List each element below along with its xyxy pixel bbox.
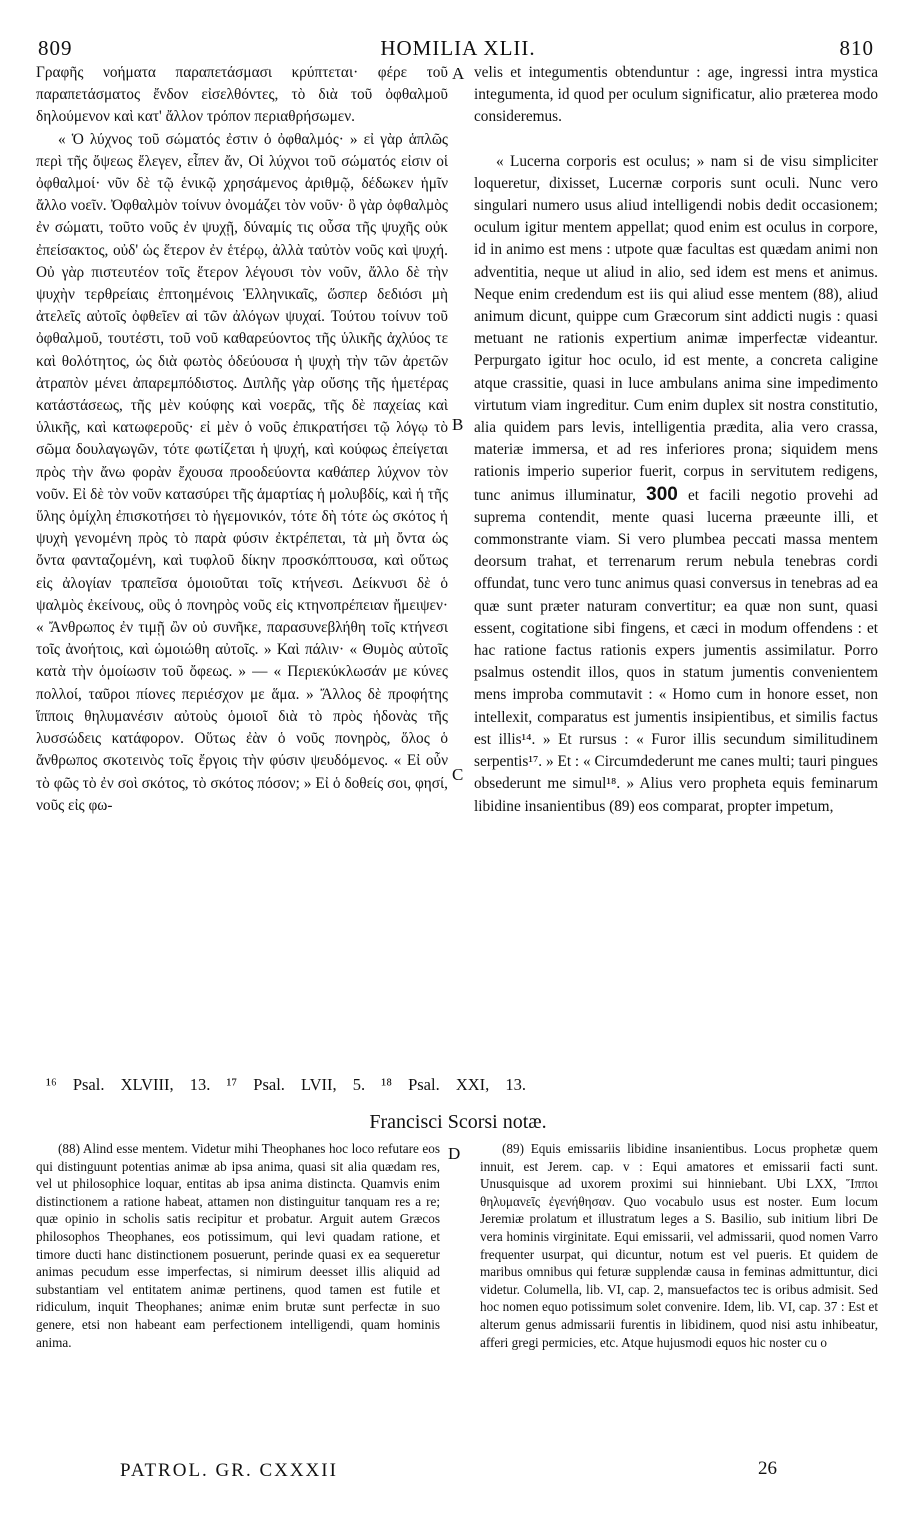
latin-text: « Lucerna corporis est oculus; » nam si de visu simpliciter loqueretur, dixisset, Lucernæ corporis sunt oculi. Nunc vero singulari numero usus aliud intelligendi nobis dedit occasionem; oculum igitur mentem appellat; quod enim est oculus in corpore, id in animo est mens : utpote quæ facultas est quædam animi non adventitia, neque ut aliud in alio, sed idem est mens et animus. Neque enim credendum est iis qui aliud esse mentem (88), aliud animum dicunt, quippe cum Græcorum sint addicti nugis : quasi metuant ne rationis expertium animæ imperfectæ videantur. Perpurgato igitur hoc oculo, id est mente, a concreta caligine atque crassitie, quasi in luce ambulans anima sine impedimento virtutum viam ingreditur. Cum enim duplex sit nostra constitutio, alia quidem pars levis, intelligentia prædita, alia vero crassa, materiæ immersa, et ad res inferiores prona; siquidem mens rationis imperio superior fuerit, corpus in servitutem redigens, tunc animus illuminatur, <box>474 152 878 504</box>
left-page-number: 809 <box>38 36 73 60</box>
latin-column <box>474 62 878 818</box>
margin-marker-d: D <box>448 1144 461 1163</box>
running-title: HOMILIA XLII. <box>380 36 536 60</box>
latin-text: et facili negotio provehi ad suprema contendit, mente quasi lucerna præeunte illi, et commonstrante viam. Si vero plumbea peccati massa mentem deorsum trahat, et terrenarum rerum nebula tenebras cordi offundat, tunc vero tunc animus quasi conversus in tenebras ad ea quæ sunt præter naturam convertitur; ea quæ non sunt, quasi essent, cogitatione sibi fingens, et cæci in modum offendens : et hac ratione factus rationis expers jumentis assimilatur. Porro psalmus ostendit illos, quos in statum jumentis convenientem mens improba commutavit : « Homo cum in honore esset, non intellexit, comparatus est jumentis insipientibus, et similis factus est illis¹⁴. » Et rursus : « Furor illis secundum similitudinem serpentis¹⁷. » Et : « Circumdederunt me canes multi; tauri pingues obsederunt me simul¹⁸. » Alius vero propheta equis feminarum libidine insanientibus (89) eos comparat, propter impetum, <box>474 486 879 815</box>
note-89 <box>480 1140 878 1351</box>
column-number: 300 <box>646 483 678 505</box>
note-text: (89) Equis emissariis libidine insanientibus. Locus prophetæ quem innuit, est Jerem. cap. v : Equi amatores et emissarii facti sunt. Unusquisque ad uxorem proximi sui hinniebant. Ubi LXX, Ἵπποι θηλυμανεῖς ἐγενήθησαν. Quo vocabulo usus est noster. Eum locum Jeremiæ prolatum et illustratum leges a S. Basilio, sub initium libri De vera hominis virginitate. Equi emissarii, vel admissarii, quod nomen Varro frequenter usurpat, qui dicuntur, notum est vel pueris. Et quidem de maribus omnibus qui feturæ supplendæ causa in feminas admittuntur, dici videtur. Columella, lib. VI, cap. 2, mansuefactos tec is oribus admisit. Sed hoc nomen equo potissimum solet convenire. Idem, lib. VI, cap. 37 : Est et alterum genus admissarii furentis in libidinem, quod nisi astu inhibeatur, afferi gregi permicies, etc. Atque hujusmodi equos hic noster cu o <box>480 1141 878 1350</box>
greek-paragraph: Γραφῆς νοήματα παραπετάσμασι κρύπτεται· φέρε τοῦ παραπετάσματος ἔνδον εἰσελθόντες, τὸ διὰ τοῦ ὀφθαλμοῦ δηλούμενον καὶ κατ' ἄλλον τρόπον περιαθρήσωμεν. <box>36 64 448 126</box>
footnote-references: ¹⁶ Psal. XLVIII, 13. ¹⁷ Psal. LVII, 5. ¹⁸ Psal. XXI, 13. <box>46 1075 527 1094</box>
footer-sheet-number: 26 <box>758 1458 777 1479</box>
latin-paragraph <box>474 151 878 818</box>
margin-marker-b: B <box>452 415 464 434</box>
notes-heading: Francisci Scorsi notæ. <box>369 1111 547 1133</box>
margin-marker-a: A <box>452 64 465 83</box>
note-88 <box>36 1140 440 1351</box>
greek-column <box>36 62 448 817</box>
latin-paragraph: velis et integumentis obtenduntur : age, ingressi intra mystica integumenta, id quod per oculum significatur, alio præterea modo consideremus. <box>474 64 878 126</box>
note-text: (88) Alind esse mentem. Videtur mihi Theophanes hoc loco refutare eos qui distinguunt potentias animæ ab ipsa anima, quasi sit alia quædam res, vel ut philosophice loquar, entitas ab ipsa anima distincta. Quamvis enim distinctionem a ratione habeat, attamen non distinguitur tanquam res a re; quæ opinio in scholis satis recipitur et probatur. Arguit autem Græcos philosophos Theophanes, eos potissimum, qui levi quadam ratione, et timore ducti hanc distinctionem posuerunt, perinde quasi ex ea sequeretur animas pecudum esse imperfectas, si nimirum deesset illis aliquid ad substantiam vel entitatem animæ pertinens, quod tamen est futile et ridiculum, inquit Theophanes; animæ enim brutæ sunt perfectæ in suo genere, etsi non habeant eam perfectionem intelligendi, quam hominis anima. <box>36 1141 440 1350</box>
greek-paragraph: « Ὁ λύχνος τοῦ σώματός ἐστιν ὁ ὀφθαλμός· » εἰ γὰρ ἁπλῶς περὶ τῆς ὄψεως ἔλεγεν, εἶπεν ἄν, Οἱ λύχνοι τοῦ σώματός εἰσιν οἱ ὀφθαλμοί· νῦν δὲ τῷ ἑνικῷ χρησάμενος ἀριθμῷ, δέδωκεν ἡμῖν ἄλλο νοεῖν. Ὀφθαλμὸν τοίνυν ὀνομάζει τὸν νοῦν· ὃ γὰρ ὀφθαλμὸς ἐν σώματι, τοῦτο νοῦς ἐν ψυχῇ, δύναμίς τις οὖσα τῆς ψυχῆς οὐκ ἐπείσακτος, οὐδ' ὡς ἕτερον ἐν ἑτέρῳ, ἀλλὰ ταὐτὸν νοῦς καὶ ψυχή. Οὐ γὰρ πιστευτέον τοῖς ἕτερον λέγουσι τὸν νοῦν, ἄλλο δὲ τὴν ψυχὴν τερθρείαις ἐπτοημένοις Ἑλληνικαῖς, ὥσπερ δεδιόσι μὴ ἀτελεῖς αὐτοῖς ὀφθεῖεν αἱ τῶν ἀλόγων ψυχαί. Τούτου τοίνυν τοῦ ὀφθαλμοῦ, τουτέστι, τοῦ νοῦ καθαρεύοντος τῆς ὑλικῆς ἀχλύος τε καὶ θολότητος, ὡς διὰ φωτὸς ὁδεύουσα ἡ ψυχὴ τὴν τῶν ἀρετῶν ἀτραπὸν μένει ἀπαρεμπόδιστος. Διπλῆς γὰρ οὔσης τῆς ἡμετέρας κατάστάσεως, τῆς μὲν κούφης καὶ νοερᾶς, τῆς δὲ παχείας καὶ ὑλικῆς, καὶ κατωφεροῦς· εἰ μὲν ὁ νοῦς ἐπικρατήσει τῷ λόγῳ τὸ σῶμα δουλαγωγῶν, τότε φωτίζεται ἡ ψυχή, καὶ κούφως ἐπείγεται πρὸς τὴν ἄνω φορὰν ἔχουσα προοδεύοντα καθάπερ λύχνον τὸν νοῦν. Εἰ δὲ τὸν νοῦν κατασύρει τῆς ἁμαρτίας ἡ μολυβδίς, καὶ ἡ τῆς ὕλης ὁμίχλη ἐπισκοτήσει τὸ ἡγεμονικόν, τότε δὴ τότε ὡς σκότος ἡ ψυχὴ γενομένη πρὸς τὸ παρὰ φύσιν ἐκτρέπεται, τὰ μὴ ὄντα ὡς ὄντα φανταζομένη, καὶ τυφλοῦ δίκην προσκόπτουσα, καὶ οὕτως εἰς ἀλογίαν τραπεῖσα ὁμοιοῦται τοῖς κτήνεσι. Δείκνυσι δὲ ὁ ψαλμὸς ἐκείνους, οὓς ὁ πονηρὸς νοῦς εἰς κτηνοπρέπειαν ἤμειψεν· « Ἄνθρωπος ἐν τιμῇ ὢν οὐ συνῆκε, παρασυνεβλήθη τοῖς κτήνεσι τοῖς ἀνοήτοις, καὶ ὡμοιώθη αὐτοῖς. » Καὶ πάλιν· « Θυμὸς αὐτοῖς κατὰ τὴν ὁμοίωσιν τοῦ ὄφεως. » — « Περιεκύκλωσάν με κύνες πολλοί, ταῦροι πίονες περιέσχον με ἅμα. » Ἄλλος δὲ προφήτης ἵπποις θηλυμανέσιν αὐτοὺς ὁμοιοῖ διὰ τὸ πρὸς ἡδονὰς τῆς λυσσώδεις κατάφορον. Οὕτως ἐὰν ὁ νοῦς πονηρὸς, ὅλος ὁ ἄνθρωπος σκοτεινὸς τοῖς ἔργοις τὴν φύσιν ψευδόμενος. « Εἰ οὖν τὸ φῶς τὸ ἐν σοὶ σκότος, τὸ σκότος πόσον; » Εἰ ὁ δοθείς σοι, φησί, νοῦς εἰς φω- <box>36 130 448 814</box>
footer-signature: PATROL. GR. CXXXII <box>120 1460 338 1481</box>
right-page-number: 810 <box>839 36 874 60</box>
margin-marker-c: C <box>452 765 464 784</box>
